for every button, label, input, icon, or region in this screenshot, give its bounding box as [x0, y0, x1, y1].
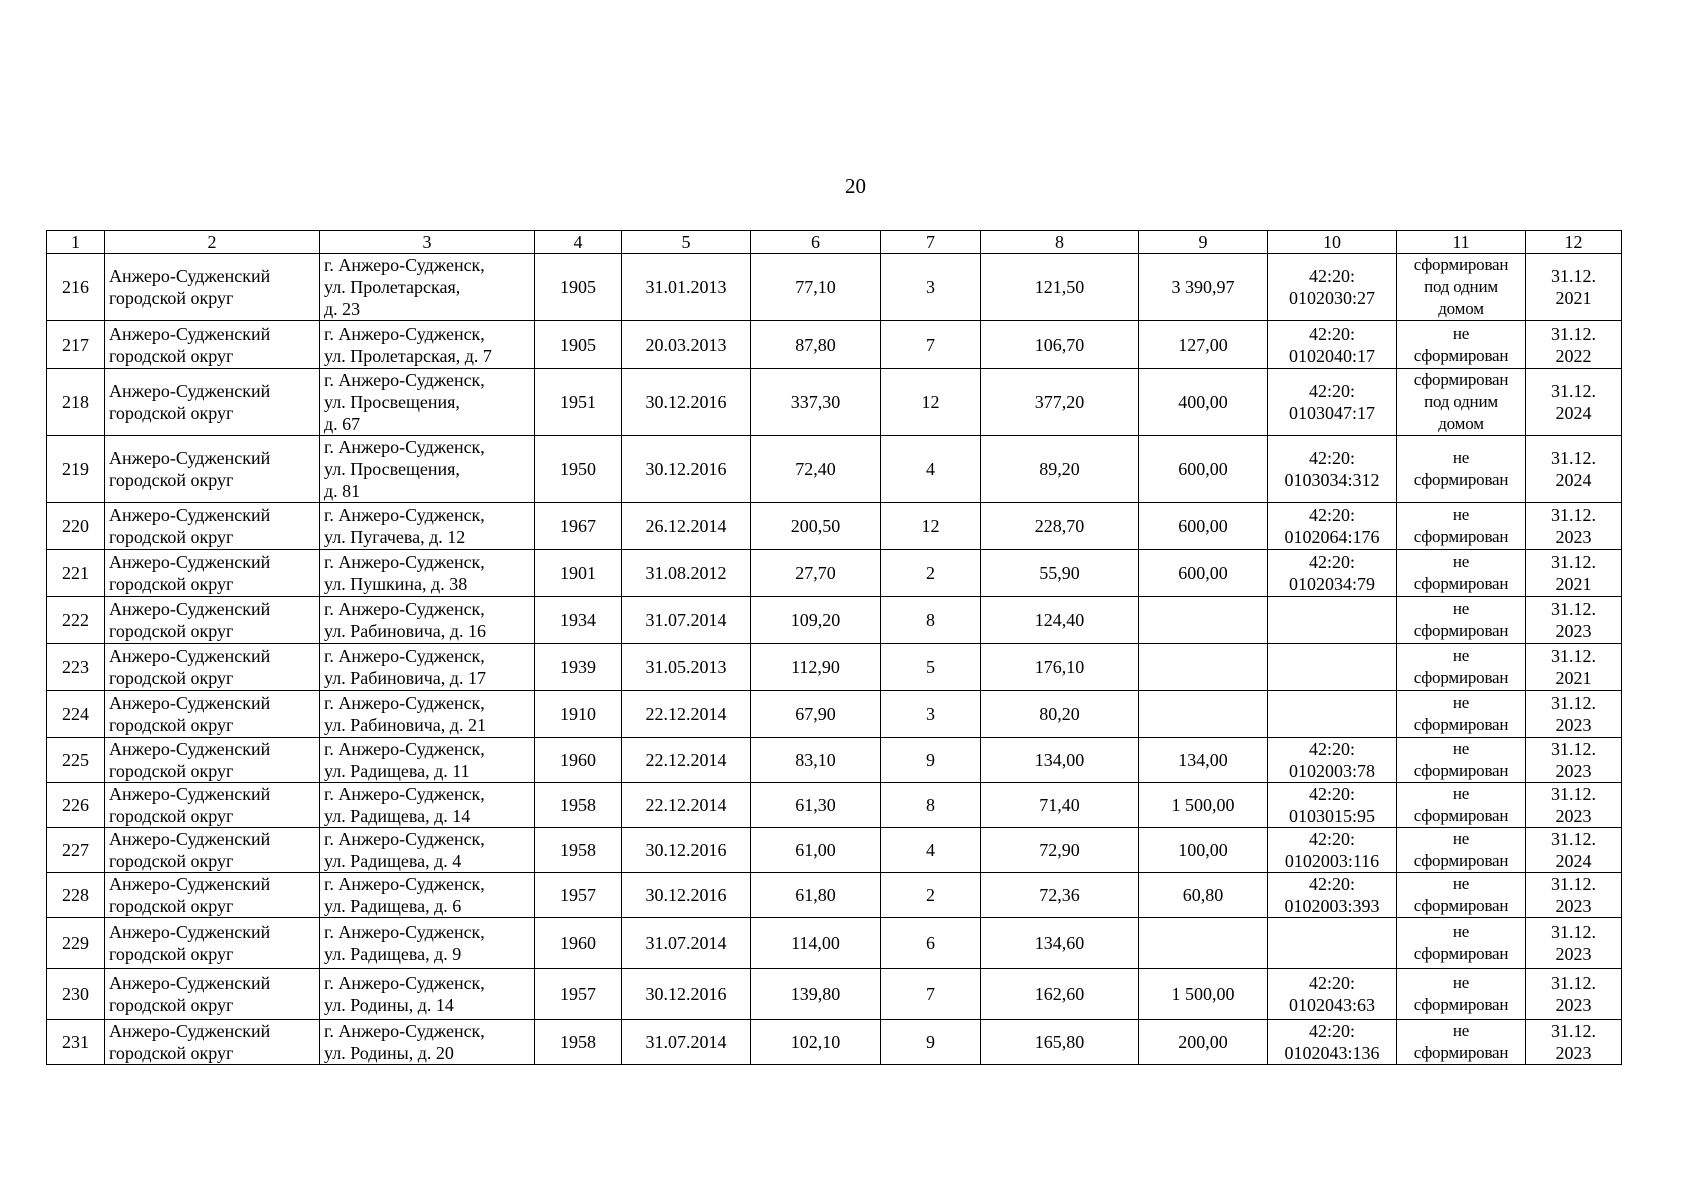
table-row — [47, 254, 1622, 321]
cell-area-total: 72,90 — [981, 828, 1139, 873]
cell-residents: 4 — [881, 436, 981, 503]
table-row — [47, 503, 1622, 550]
cell-n: 224 — [47, 691, 105, 738]
cell-residents: 3 — [881, 254, 981, 321]
cell-year: 1905 — [535, 254, 622, 321]
cell-municipality: Анжеро-Судженский городской округ — [105, 597, 320, 644]
cell-area-living: 112,90 — [751, 644, 881, 691]
column-header-4: 4 — [535, 231, 622, 254]
cell-municipality: Анжеро-Судженский городской округ — [105, 254, 320, 321]
cell-date: 31.01.2013 — [622, 254, 751, 321]
cell-address: г. Анжеро-Судженск, ул. Рабиновича, д. 17 — [320, 644, 535, 691]
cell-area-total: 121,50 — [981, 254, 1139, 321]
cell-land-status: не сформирован — [1397, 738, 1526, 783]
cell-area-total: 72,36 — [981, 873, 1139, 918]
cell-address: г. Анжеро-Судженск, ул. Просвещения, д. 67 — [320, 369, 535, 436]
cell-land-area: 1 500,00 — [1139, 783, 1268, 828]
cell-area-total: 165,80 — [981, 1020, 1139, 1065]
cell-land-status: не сформирован — [1397, 503, 1526, 550]
cell-cadastral: 42:20: 0102003:116 — [1268, 828, 1397, 873]
cell-deadline: 31.12. 2021 — [1526, 550, 1622, 597]
cell-land-area: 600,00 — [1139, 436, 1268, 503]
cell-n: 223 — [47, 644, 105, 691]
cell-deadline: 31.12. 2021 — [1526, 644, 1622, 691]
cell-residents: 8 — [881, 597, 981, 644]
cell-land-area: 400,00 — [1139, 369, 1268, 436]
cell-land-area: 3 390,97 — [1139, 254, 1268, 321]
cell-deadline: 31.12. 2023 — [1526, 738, 1622, 783]
cell-n: 222 — [47, 597, 105, 644]
cell-land-area — [1139, 597, 1268, 644]
cell-land-status: не сформирован — [1397, 597, 1526, 644]
cell-n: 218 — [47, 369, 105, 436]
cell-date: 31.05.2013 — [622, 644, 751, 691]
cell-land-status: не сформирован — [1397, 550, 1526, 597]
cell-deadline: 31.12. 2023 — [1526, 918, 1622, 969]
cell-municipality: Анжеро-Судженский городской округ — [105, 550, 320, 597]
table-row — [47, 783, 1622, 828]
cell-area-living: 337,30 — [751, 369, 881, 436]
cell-land-area: 600,00 — [1139, 550, 1268, 597]
cell-municipality: Анжеро-Судженский городской округ — [105, 691, 320, 738]
cell-deadline: 31.12. 2024 — [1526, 436, 1622, 503]
cell-residents: 4 — [881, 828, 981, 873]
table-row — [47, 691, 1622, 738]
cell-municipality: Анжеро-Судженский городской округ — [105, 828, 320, 873]
cell-area-total: 162,60 — [981, 969, 1139, 1020]
cell-year: 1960 — [535, 738, 622, 783]
cell-deadline: 31.12. 2023 — [1526, 783, 1622, 828]
cell-date: 31.08.2012 — [622, 550, 751, 597]
table-row — [47, 550, 1622, 597]
cell-deadline: 31.12. 2022 — [1526, 321, 1622, 369]
cell-municipality: Анжеро-Судженский городской округ — [105, 969, 320, 1020]
cell-cadastral — [1268, 644, 1397, 691]
cell-n: 228 — [47, 873, 105, 918]
cell-address: г. Анжеро-Судженск, ул. Пролетарская, д. 7 — [320, 321, 535, 369]
cell-cadastral: 42:20: 0102003:78 — [1268, 738, 1397, 783]
cell-year: 1958 — [535, 1020, 622, 1065]
cell-n: 230 — [47, 969, 105, 1020]
cell-deadline: 31.12. 2023 — [1526, 503, 1622, 550]
cell-land-status: не сформирован — [1397, 436, 1526, 503]
header-row — [47, 231, 1622, 254]
cell-cadastral: 42:20: 0103015:95 — [1268, 783, 1397, 828]
cell-area-living: 87,80 — [751, 321, 881, 369]
cell-date: 20.03.2013 — [622, 321, 751, 369]
cell-cadastral: 42:20: 0102043:136 — [1268, 1020, 1397, 1065]
cell-date: 30.12.2016 — [622, 828, 751, 873]
cell-area-living: 61,30 — [751, 783, 881, 828]
cell-land-area: 600,00 — [1139, 503, 1268, 550]
cell-year: 1958 — [535, 828, 622, 873]
cell-address: г. Анжеро-Судженск, ул. Пролетарская, д. 23 — [320, 254, 535, 321]
cell-municipality: Анжеро-Судженский городской округ — [105, 783, 320, 828]
cell-date: 31.07.2014 — [622, 1020, 751, 1065]
cell-residents: 7 — [881, 321, 981, 369]
cell-area-total: 55,90 — [981, 550, 1139, 597]
cell-land-area: 60,80 — [1139, 873, 1268, 918]
table-row — [47, 828, 1622, 873]
cell-n: 231 — [47, 1020, 105, 1065]
cell-residents: 2 — [881, 550, 981, 597]
cell-land-area: 100,00 — [1139, 828, 1268, 873]
cell-area-total: 134,60 — [981, 918, 1139, 969]
cell-cadastral: 42:20: 0103034:312 — [1268, 436, 1397, 503]
cell-area-total: 176,10 — [981, 644, 1139, 691]
cell-municipality: Анжеро-Судженский городской округ — [105, 1020, 320, 1065]
cell-residents: 5 — [881, 644, 981, 691]
cell-land-status: не сформирован — [1397, 969, 1526, 1020]
cell-municipality: Анжеро-Судженский городской округ — [105, 644, 320, 691]
cell-year: 1957 — [535, 969, 622, 1020]
cell-address: г. Анжеро-Судженск, ул. Радищева, д. 9 — [320, 918, 535, 969]
cell-date: 31.07.2014 — [622, 918, 751, 969]
cell-year: 1967 — [535, 503, 622, 550]
cell-year: 1958 — [535, 783, 622, 828]
cell-land-status: сформирован под одним домом — [1397, 369, 1526, 436]
cell-area-living: 61,80 — [751, 873, 881, 918]
table-row — [47, 644, 1622, 691]
cell-land-status: не сформирован — [1397, 873, 1526, 918]
cell-cadastral: 42:20: 0102003:393 — [1268, 873, 1397, 918]
table-header — [47, 231, 1622, 254]
cell-area-total: 71,40 — [981, 783, 1139, 828]
cell-area-living: 83,10 — [751, 738, 881, 783]
cell-address: г. Анжеро-Судженск, ул. Рабиновича, д. 21 — [320, 691, 535, 738]
cell-area-living: 67,90 — [751, 691, 881, 738]
cell-residents: 6 — [881, 918, 981, 969]
cell-municipality: Анжеро-Судженский городской округ — [105, 503, 320, 550]
column-header-1: 1 — [47, 231, 105, 254]
cell-deadline: 31.12. 2023 — [1526, 597, 1622, 644]
cell-land-area: 134,00 — [1139, 738, 1268, 783]
cell-residents: 9 — [881, 738, 981, 783]
table-row — [47, 597, 1622, 644]
cell-cadastral: 42:20: 0102030:27 — [1268, 254, 1397, 321]
column-header-2: 2 — [105, 231, 320, 254]
cell-residents: 7 — [881, 969, 981, 1020]
cell-land-area: 127,00 — [1139, 321, 1268, 369]
cell-land-area — [1139, 918, 1268, 969]
cell-deadline: 31.12. 2023 — [1526, 873, 1622, 918]
cell-area-total: 89,20 — [981, 436, 1139, 503]
cell-land-status: не сформирован — [1397, 783, 1526, 828]
cell-residents: 12 — [881, 369, 981, 436]
cell-year: 1957 — [535, 873, 622, 918]
cell-cadastral — [1268, 918, 1397, 969]
cell-year: 1901 — [535, 550, 622, 597]
table-row — [47, 321, 1622, 369]
cell-area-living: 114,00 — [751, 918, 881, 969]
cell-year: 1950 — [535, 436, 622, 503]
cell-land-area — [1139, 644, 1268, 691]
cell-deadline: 31.12. 2023 — [1526, 1020, 1622, 1065]
table-row — [47, 369, 1622, 436]
cell-residents: 8 — [881, 783, 981, 828]
cell-address: г. Анжеро-Судженск, ул. Рабиновича, д. 16 — [320, 597, 535, 644]
cell-land-status: не сформирован — [1397, 1020, 1526, 1065]
cell-area-living: 139,80 — [751, 969, 881, 1020]
cell-n: 221 — [47, 550, 105, 597]
cell-date: 30.12.2016 — [622, 873, 751, 918]
cell-cadastral: 42:20: 0102043:63 — [1268, 969, 1397, 1020]
table-row — [47, 918, 1622, 969]
cell-land-area: 200,00 — [1139, 1020, 1268, 1065]
cell-deadline: 31.12. 2024 — [1526, 369, 1622, 436]
cell-n: 216 — [47, 254, 105, 321]
cell-n: 229 — [47, 918, 105, 969]
cell-area-living: 109,20 — [751, 597, 881, 644]
cell-cadastral: 42:20: 0102064:176 — [1268, 503, 1397, 550]
cell-year: 1960 — [535, 918, 622, 969]
cell-n: 220 — [47, 503, 105, 550]
cell-land-status: не сформирован — [1397, 691, 1526, 738]
cell-address: г. Анжеро-Судженск, ул. Пугачева, д. 12 — [320, 503, 535, 550]
cell-municipality: Анжеро-Судженский городской округ — [105, 321, 320, 369]
cell-cadastral — [1268, 691, 1397, 738]
page-number: 20 — [845, 174, 866, 198]
cell-deadline: 31.12. 2023 — [1526, 691, 1622, 738]
cell-cadastral: 42:20: 0102040:17 — [1268, 321, 1397, 369]
cell-residents: 3 — [881, 691, 981, 738]
column-header-5: 5 — [622, 231, 751, 254]
cell-date: 26.12.2014 — [622, 503, 751, 550]
cell-land-status: сформирован под одним домом — [1397, 254, 1526, 321]
cell-residents: 2 — [881, 873, 981, 918]
cell-area-total: 106,70 — [981, 321, 1139, 369]
cell-land-area: 1 500,00 — [1139, 969, 1268, 1020]
cell-address: г. Анжеро-Судженск, ул. Радищева, д. 4 — [320, 828, 535, 873]
cell-deadline: 31.12. 2024 — [1526, 828, 1622, 873]
cell-cadastral: 42:20: 0102034:79 — [1268, 550, 1397, 597]
cell-municipality: Анжеро-Судженский городской округ — [105, 436, 320, 503]
cell-area-living: 27,70 — [751, 550, 881, 597]
cell-year: 1951 — [535, 369, 622, 436]
cell-area-living: 200,50 — [751, 503, 881, 550]
column-header-8: 8 — [981, 231, 1139, 254]
cell-n: 225 — [47, 738, 105, 783]
cell-address: г. Анжеро-Судженск, ул. Просвещения, д. 81 — [320, 436, 535, 503]
cell-address: г. Анжеро-Судженск, ул. Родины, д. 20 — [320, 1020, 535, 1065]
table-row — [47, 969, 1622, 1020]
cell-area-living: 102,10 — [751, 1020, 881, 1065]
cell-n: 227 — [47, 828, 105, 873]
column-header-9: 9 — [1139, 231, 1268, 254]
cell-year: 1939 — [535, 644, 622, 691]
cell-cadastral: 42:20: 0103047:17 — [1268, 369, 1397, 436]
column-header-10: 10 — [1268, 231, 1397, 254]
cell-area-total: 134,00 — [981, 738, 1139, 783]
cell-year: 1905 — [535, 321, 622, 369]
cell-area-total: 124,40 — [981, 597, 1139, 644]
cell-residents: 12 — [881, 503, 981, 550]
table-row — [47, 738, 1622, 783]
column-header-7: 7 — [881, 231, 981, 254]
cell-n: 219 — [47, 436, 105, 503]
cell-deadline: 31.12. 2023 — [1526, 969, 1622, 1020]
table-row — [47, 873, 1622, 918]
cell-n: 226 — [47, 783, 105, 828]
cell-cadastral — [1268, 597, 1397, 644]
cell-area-total: 228,70 — [981, 503, 1139, 550]
cell-date: 30.12.2016 — [622, 369, 751, 436]
cell-area-living: 72,40 — [751, 436, 881, 503]
column-header-3: 3 — [320, 231, 535, 254]
cell-address: г. Анжеро-Судженск, ул. Пушкина, д. 38 — [320, 550, 535, 597]
cell-land-area — [1139, 691, 1268, 738]
cell-address: г. Анжеро-Судженск, ул. Радищева, д. 11 — [320, 738, 535, 783]
table-row — [47, 436, 1622, 503]
cell-area-living: 77,10 — [751, 254, 881, 321]
cell-date: 30.12.2016 — [622, 969, 751, 1020]
cell-land-status: не сформирован — [1397, 828, 1526, 873]
registry-table — [46, 230, 1622, 1065]
column-header-11: 11 — [1397, 231, 1526, 254]
cell-residents: 9 — [881, 1020, 981, 1065]
cell-municipality: Анжеро-Судженский городской округ — [105, 918, 320, 969]
cell-area-living: 61,00 — [751, 828, 881, 873]
cell-address: г. Анжеро-Судженск, ул. Родины, д. 14 — [320, 969, 535, 1020]
cell-address: г. Анжеро-Судженск, ул. Радищева, д. 14 — [320, 783, 535, 828]
cell-year: 1910 — [535, 691, 622, 738]
cell-area-total: 80,20 — [981, 691, 1139, 738]
cell-date: 22.12.2014 — [622, 738, 751, 783]
cell-municipality: Анжеро-Судженский городской округ — [105, 369, 320, 436]
cell-deadline: 31.12. 2021 — [1526, 254, 1622, 321]
column-header-6: 6 — [751, 231, 881, 254]
table-body — [47, 254, 1622, 1065]
table-row — [47, 1020, 1622, 1065]
cell-land-status: не сформирован — [1397, 644, 1526, 691]
cell-n: 217 — [47, 321, 105, 369]
cell-area-total: 377,20 — [981, 369, 1139, 436]
cell-land-status: не сформирован — [1397, 918, 1526, 969]
cell-year: 1934 — [535, 597, 622, 644]
cell-date: 22.12.2014 — [622, 691, 751, 738]
cell-date: 22.12.2014 — [622, 783, 751, 828]
cell-municipality: Анжеро-Судженский городской округ — [105, 738, 320, 783]
cell-date: 30.12.2016 — [622, 436, 751, 503]
cell-land-status: не сформирован — [1397, 321, 1526, 369]
column-header-12: 12 — [1526, 231, 1622, 254]
cell-date: 31.07.2014 — [622, 597, 751, 644]
cell-municipality: Анжеро-Судженский городской округ — [105, 873, 320, 918]
cell-address: г. Анжеро-Судженск, ул. Радищева, д. 6 — [320, 873, 535, 918]
